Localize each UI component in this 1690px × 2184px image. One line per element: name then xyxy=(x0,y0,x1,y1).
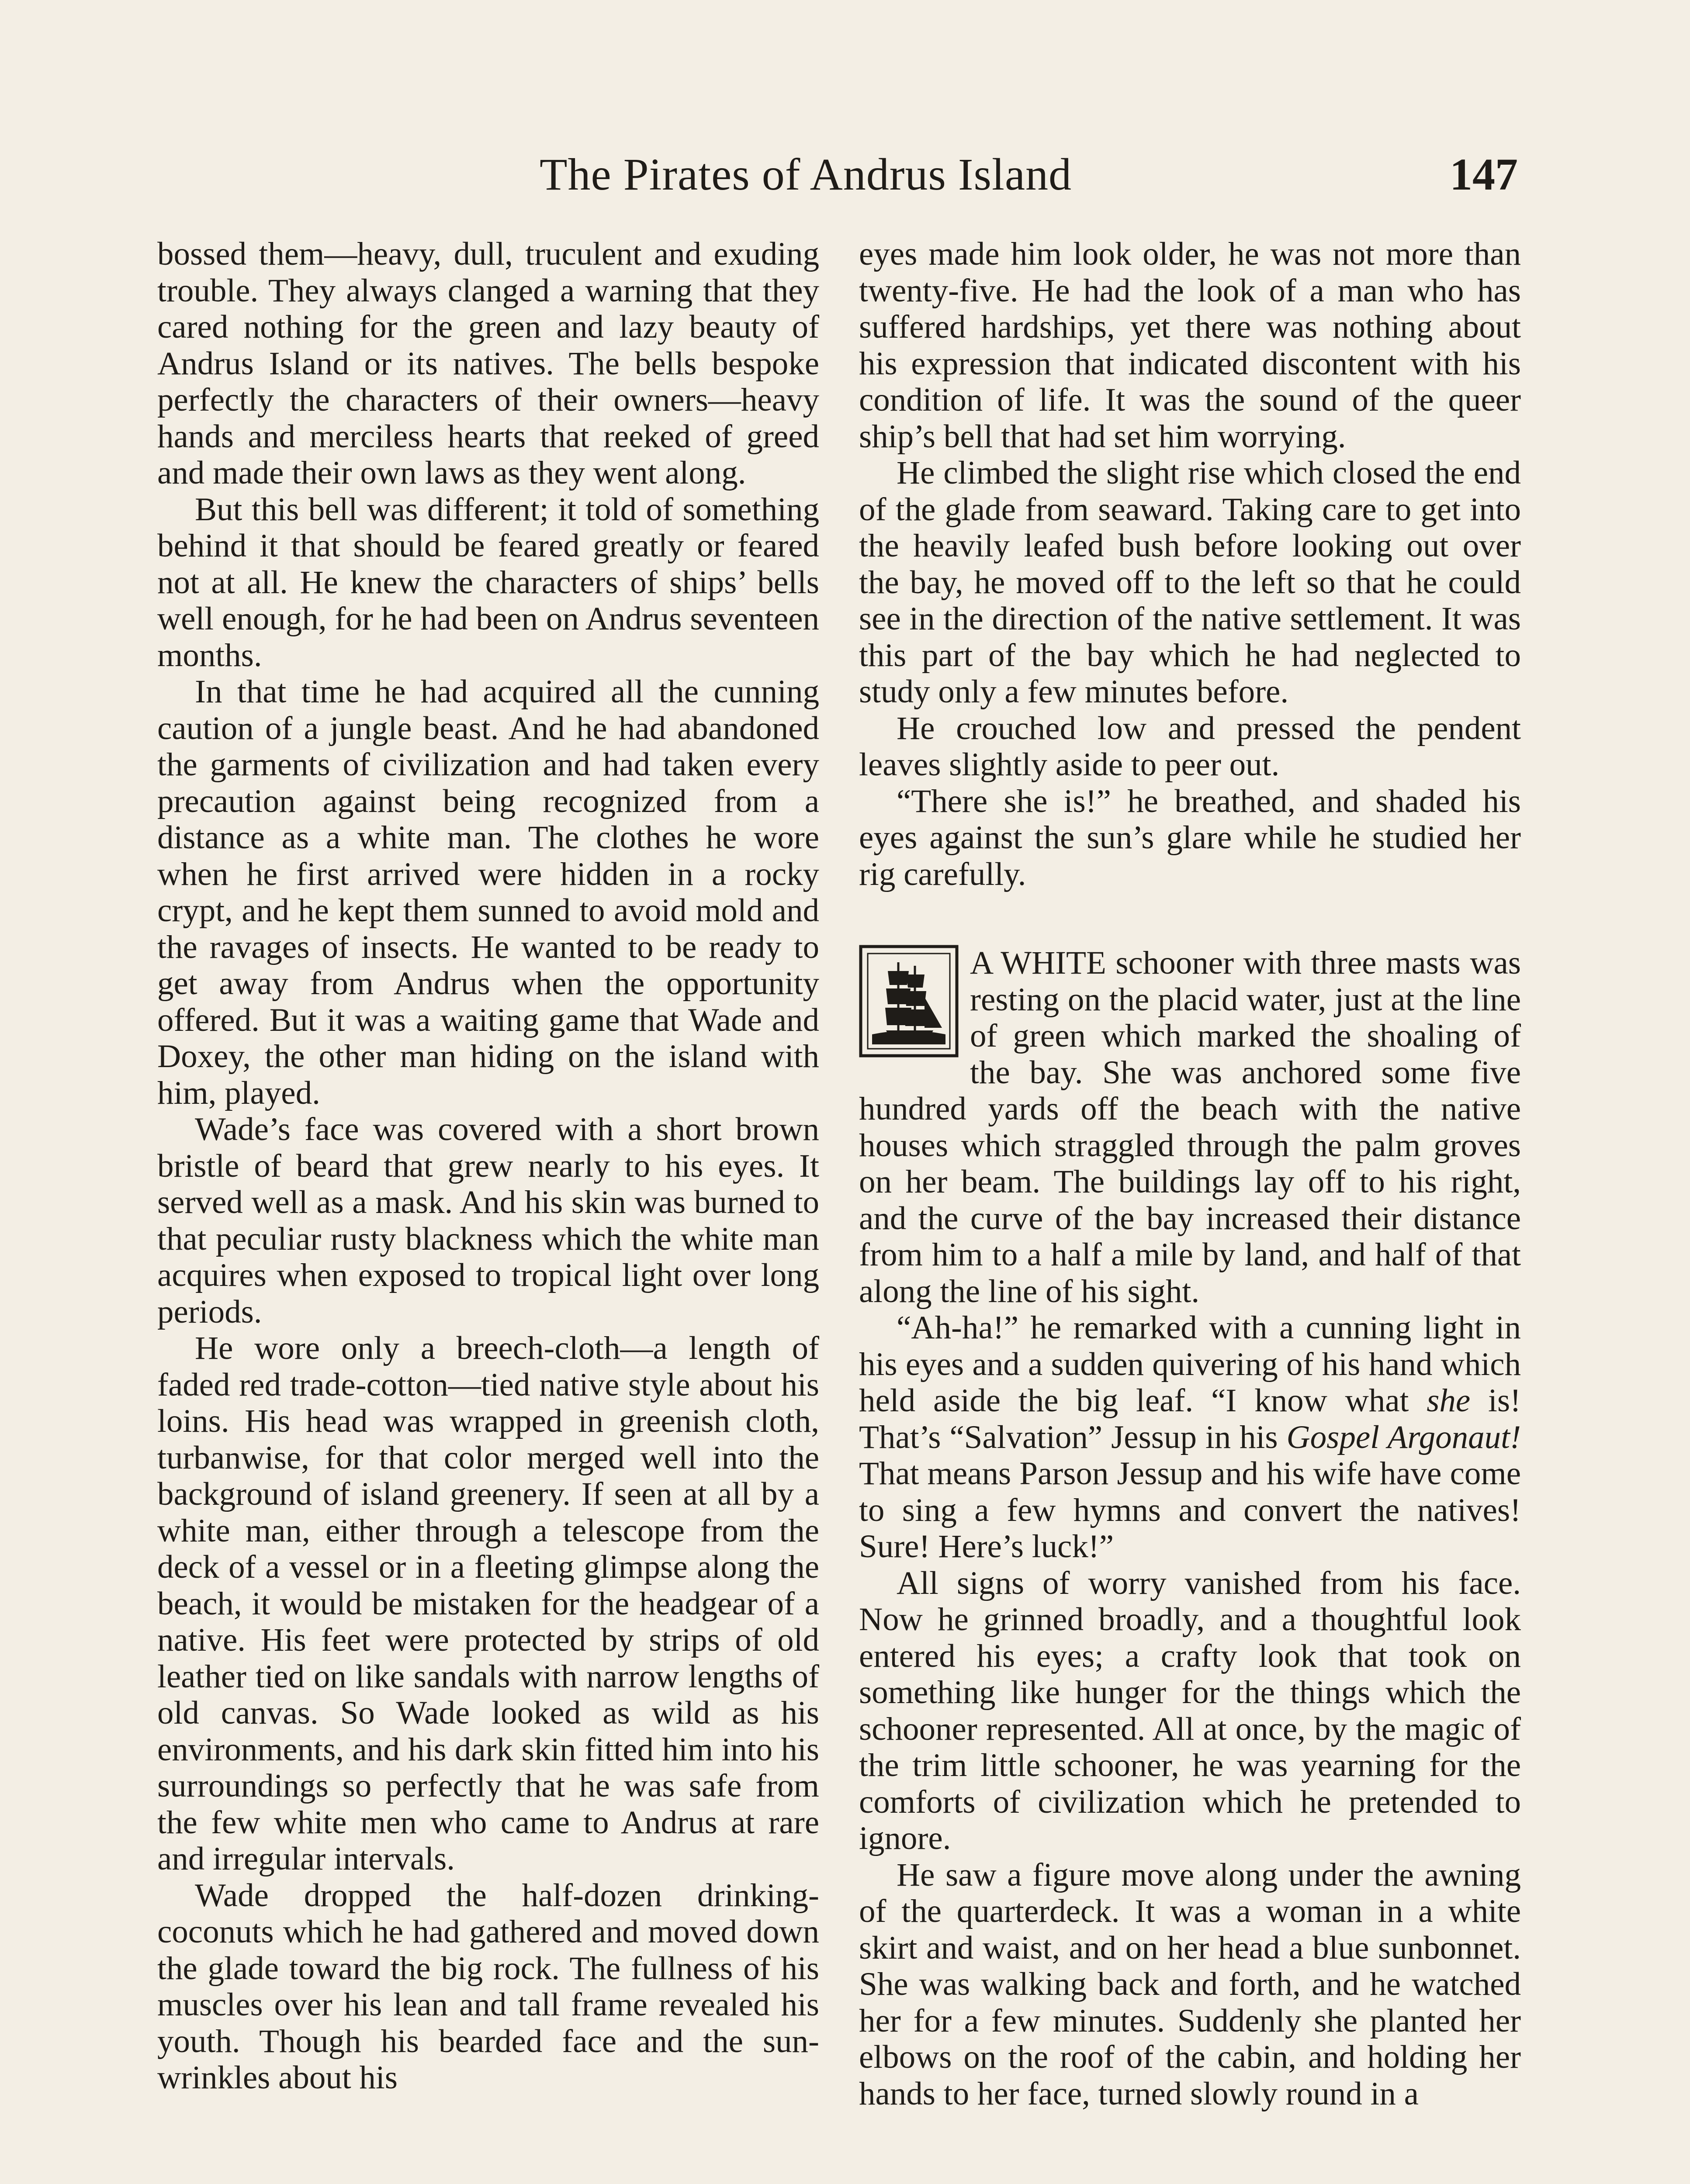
running-header xyxy=(0,144,1690,205)
running-title: The Pirates of Andrus Island xyxy=(540,149,1072,200)
ship-name-italic: Gospel Argonaut! xyxy=(1286,1419,1521,1455)
quote-text: is! That’s “Salvation” Jessup in his xyxy=(859,1382,1521,1455)
paragraph: All signs of worry vanished from his face. Now he grinned broadly, and a thoughtful look entered his eyes; a crafty look that took on something like hunger for the things which the schooner represented. All at once, by the magic of the trim little schooner, he was yearning for the comforts of civilization which he pretended to ignore. xyxy=(859,1565,1521,1856)
ship-dropcap-icon xyxy=(859,945,959,1057)
paragraph: Wade’s face was covered with a short brown bristle of beard that grew nearly to his eyes. It served well as a mask. And his skin was burned to that peculiar rusty blackness which the white man acquires when exposed to tropical light over long periods. xyxy=(157,1111,819,1330)
paragraph: Wade dropped the half-dozen drinking-coconuts which he had gathered and moved down the glade toward the big rock. The fullness of his muscles over his lean and tall frame revealed his youth. Though his bearded face and the sun-wrinkles about his xyxy=(157,1877,819,2096)
page-number: 147 xyxy=(1450,149,1518,200)
dropcap-paragraph xyxy=(859,945,1521,1310)
left-column xyxy=(157,236,819,2096)
paragraph: In that time he had acquired all the cunning caution of a jungle beast. And he had abandoned the garments of civilization and had taken every precaution against being recognized from a distance as a white man. The clothes he wore when he first arrived were hidden in a rocky crypt, and he kept them sunned to avoid mold and the ravages of insects. He wanted to be ready to get away from Andrus when the opportunity offered. But it was a waiting game that Wade and Doxey, the other man hiding on the island with him, played. xyxy=(157,674,819,1111)
paragraph: He crouched low and pressed the pendent leaves slightly aside to peer out. xyxy=(859,710,1521,783)
paragraph: He wore only a breech-cloth—a length of faded red trade-cotton—tied native style about his loins. His head was wrapped in greenish cloth, turbanwise, for that color merged well into the background of island greenery. If seen at all by a white man, either through a telescope from the deck of a vessel or in a fleeting glimpse along the beach, it would be mistaken for the headgear of a native. His feet were protected by strips of old leather tied on like sandals with narrow lengths of old canvas. So Wade looked as wild as his environments, and his dark skin fitted him into his surroundings so perfectly that he was safe from the few white men who came to Andrus at rare and irregular intervals. xyxy=(157,1330,819,1877)
paragraph: bossed them—heavy, dull, truculent and exuding trouble. They always clanged a warning that they cared nothing for the green and lazy beauty of Andrus Island or its natives. The bells bespoke perfectly the characters of their owners—heavy hands and merciless hearts that reeked of greed and made their own laws as they went along. xyxy=(157,236,819,491)
paragraph: eyes made him look older, he was not more than twenty-five. He had the look of a man who has suffered hardships, yet there was nothing about his expression that indicated discontent with his condition of life. It was the sound of the queer ship’s bell that had set him worrying. xyxy=(859,236,1521,455)
paragraph: “There she is!” he breathed, and shaded his eyes against the sun’s glare while he studied her rig carefully. xyxy=(859,783,1521,892)
paragraph: He climbed the slight rise which closed the end of the glade from seaward. Taking care to get into the heavily leafed bush before looking out over the bay, he moved off to the left so that he could see in the direction of the native settlement. It was this part of the bay which he had neglected to study only a few minutes before. xyxy=(859,455,1521,710)
quote-text: That means Parson Jessup and his wife have come to sing a few hymns and convert the natives! Sure! Here’s luck!” xyxy=(859,1455,1521,1565)
paragraph: He saw a figure move along under the awning of the quarterdeck. It was a woman in a white skirt and waist, and on her head a blue sunbonnet. She was walking back and forth, and he watched her for a few minutes. Suddenly she planted her elbows on the roof of the cabin, and holding her hands to her face, turned slowly round in a xyxy=(859,1856,1521,2112)
quote-italic: she xyxy=(1427,1382,1471,1419)
quote-text: “Ah-ha!” he remarked with a cunning light in his eyes and a sudden quivering of his hand which held aside the big leaf. “I know what xyxy=(859,1310,1521,1419)
quote-paragraph xyxy=(859,1310,1521,1565)
right-column xyxy=(859,236,1521,2112)
paragraph: But this bell was different; it told of something behind it that should be feared greatly or feared not at all. He knew the characters of ships’ bells well enough, for he had been on Andrus seventeen months. xyxy=(157,491,819,674)
dropcap-paragraph-text: A WHITE schooner with three masts was resting on the placid water, just at the line of green which marked the shoaling of the bay. She was anchored some five hundred yards off the beach with the native houses which straggled through the palm groves on her beam. The buildings lay off to his right, and the curve of the bay increased their distance from him to a half a mile by land, and half of that along the line of his sight. xyxy=(859,945,1521,1310)
